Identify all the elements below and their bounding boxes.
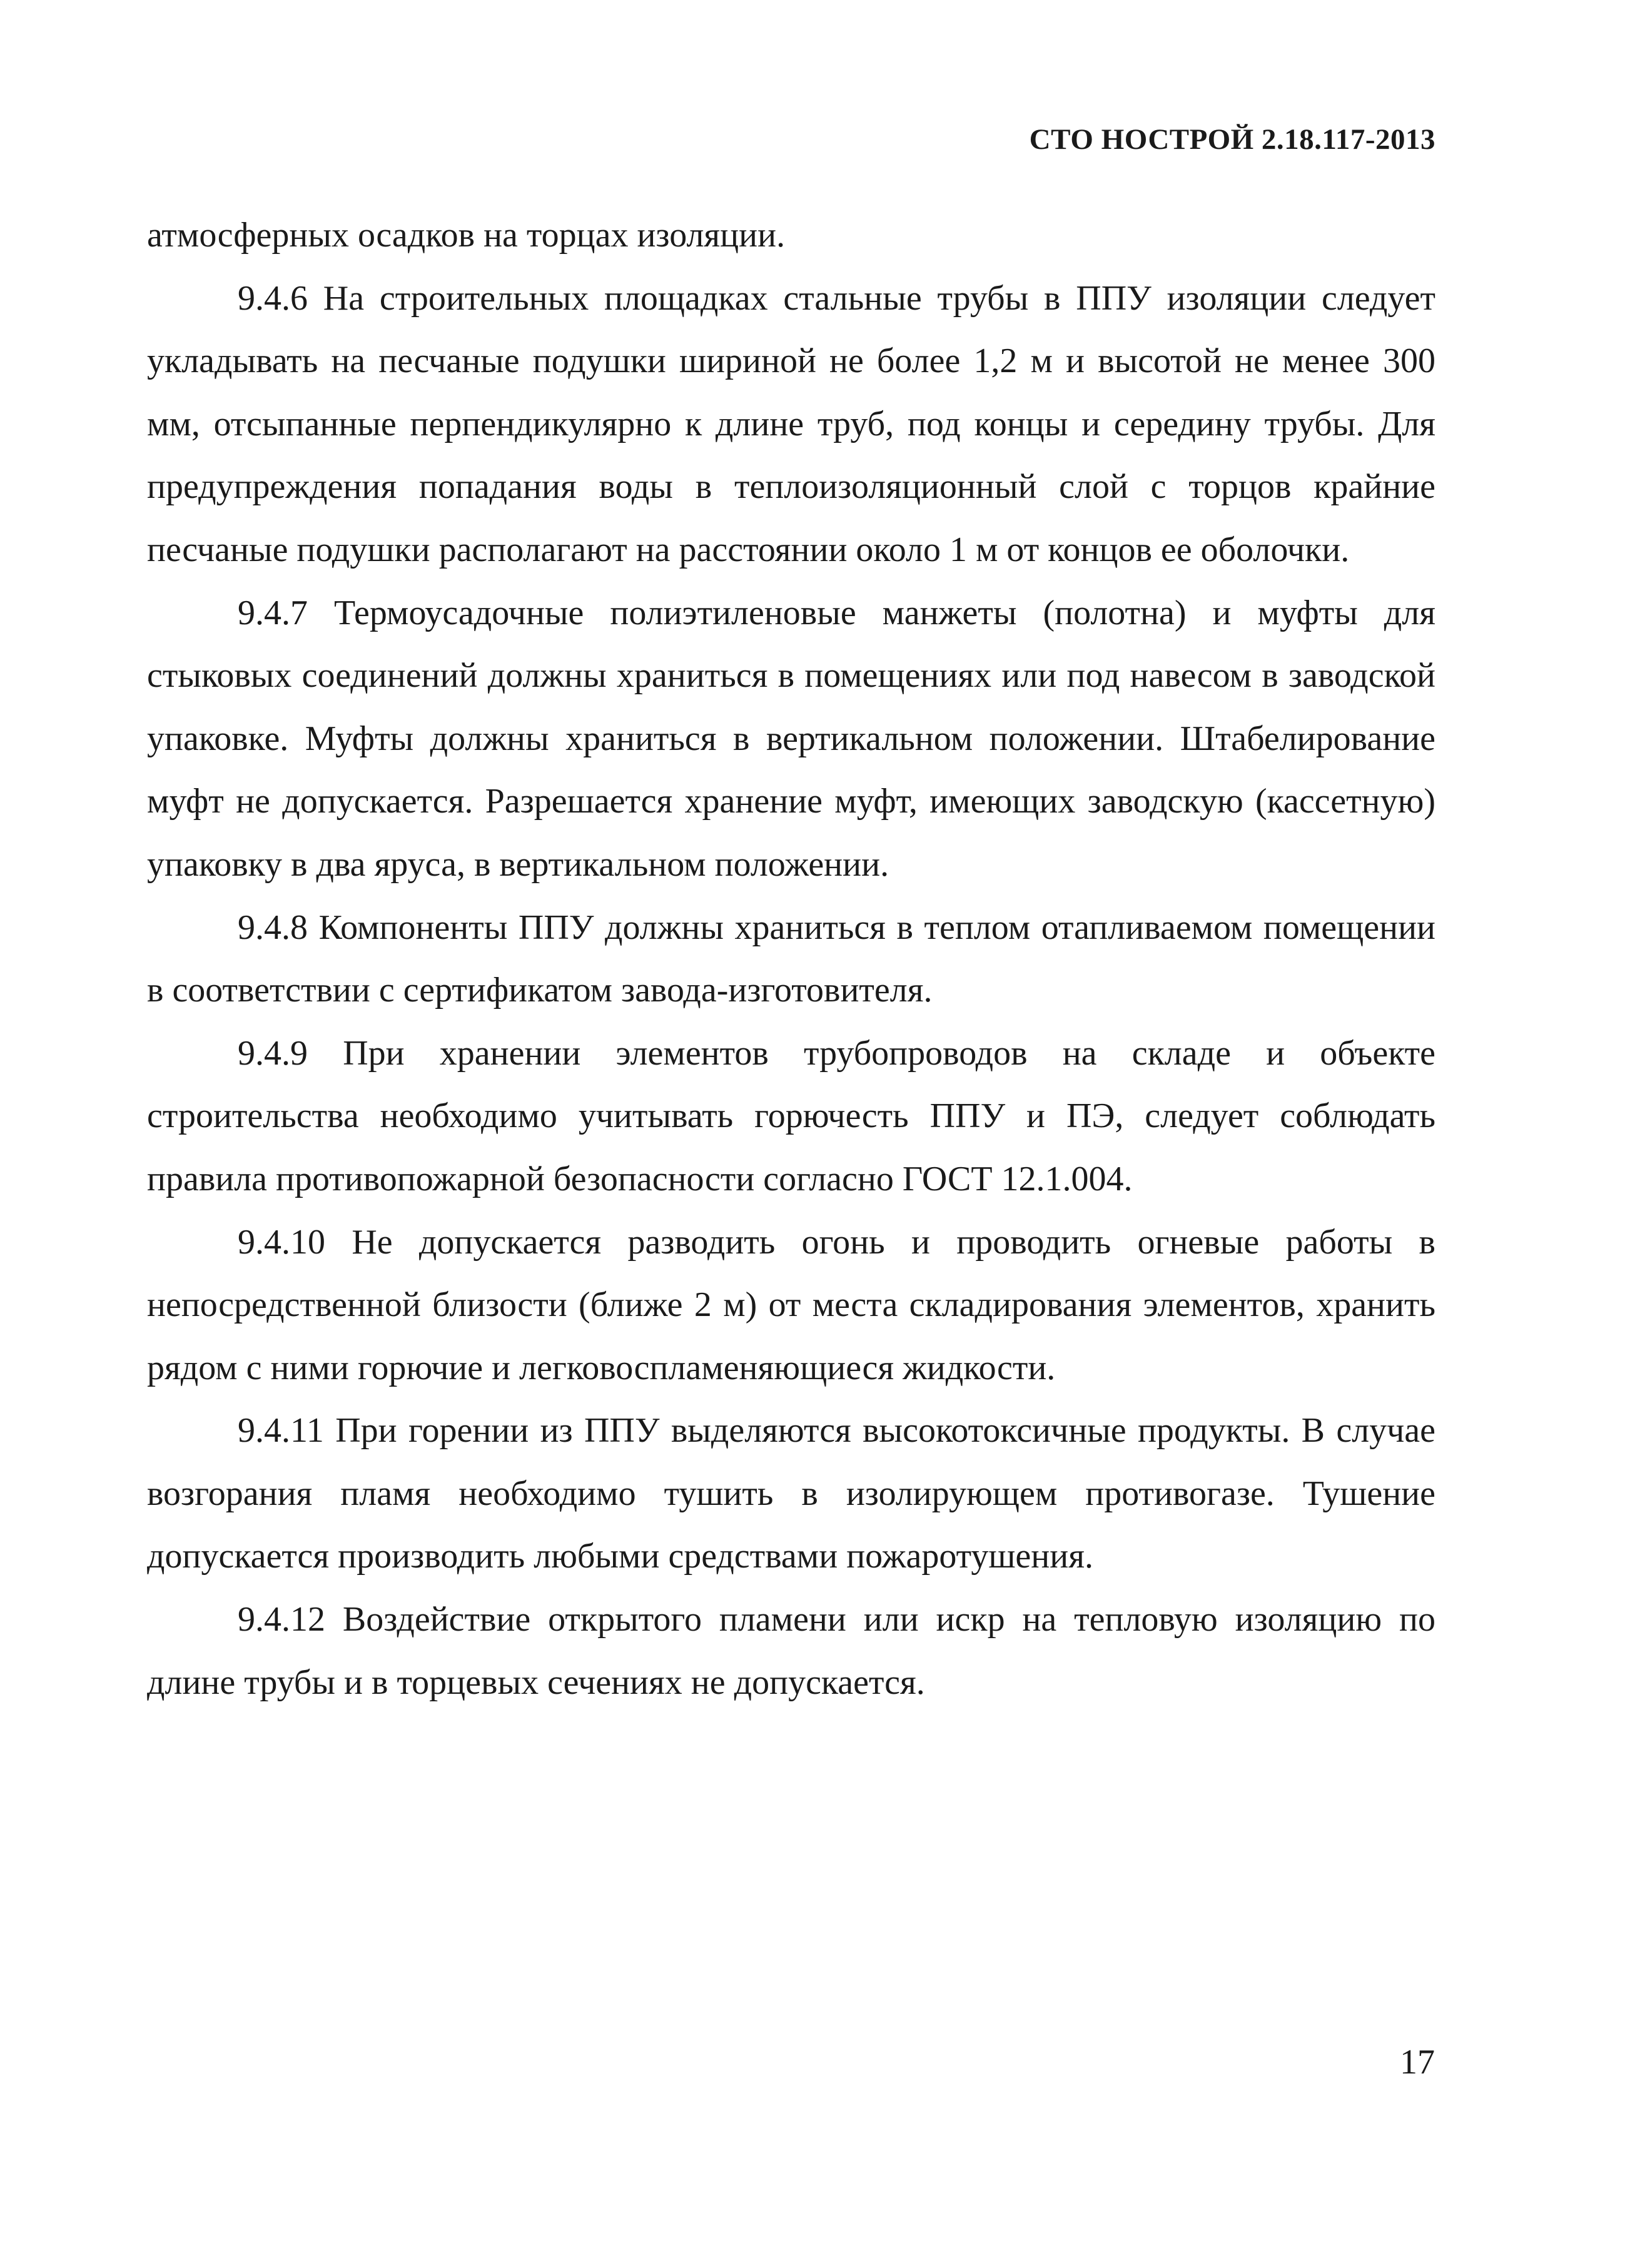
body-text	[147, 204, 1435, 1714]
paragraph-9-4-9: 9.4.9 При хранении элементов трубопроводов на складе и объекте строительства необходимо учитывать горючесть ППУ и ПЭ, следует соблюдать правила противопожарной безопасности согласно ГОСТ 12.1.004.	[147, 1033, 1435, 1198]
paragraph-9-4-8: 9.4.8 Компоненты ППУ должны храниться в теплом отапливаемом помещении в соответствии с сертификатом завода-изготовителя.	[147, 908, 1435, 1010]
document-code-header: СТО НОСТРОЙ 2.18.117-2013	[1029, 123, 1435, 156]
paragraph-9-4-7: 9.4.7 Термоусадочные полиэтиленовые манжеты (полотна) и муфты для стыковых соединений должны храниться в помещениях или под навесом в заводской упаковке. Муфты должны храниться в вертикальном положении. Штабелирование муфт не допускается. Разрешается хранение муфт, имеющих заводскую (кассетную) упаковку в два яруса, в вертикальном положении.	[147, 593, 1435, 884]
paragraph-9-4-11: 9.4.11 При горении из ППУ выделяются высокотоксичные продукты. В случае возгорания пламя необходимо тушить в изолирующем противогазе. Тушение допускается производить любыми средствами пожаротушения.	[147, 1411, 1435, 1576]
page-number: 17	[1400, 2043, 1435, 2082]
paragraph-9-4-6: 9.4.6 На строительных площадках стальные трубы в ППУ изоляции следует укладывать на песчаные подушки шириной не более 1,2 м и высотой не менее 300 мм, отсыпанные перпендикулярно к длине труб, под концы и середину трубы. Для предупреждения попадания воды в теплоизоляционный слой с торцов крайние песчаные подушки располагают на расстоянии около 1 м от концов ее оболочки.	[147, 278, 1435, 569]
paragraph-9-4-12: 9.4.12 Воздействие открытого пламени или искр на тепловую изоляцию по длине трубы и в торцевых сечениях не допускается.	[147, 1600, 1435, 1702]
paragraph-continuation: атмосферных осадков на торцах изоляции.	[147, 216, 786, 255]
paragraph-9-4-10: 9.4.10 Не допускается разводить огонь и проводить огневые работы в непосредственной близости (ближе 2 м) от места складирования элементов, хранить рядом с ними горючие и легковоспламеняющиеся жидкости.	[147, 1222, 1435, 1387]
